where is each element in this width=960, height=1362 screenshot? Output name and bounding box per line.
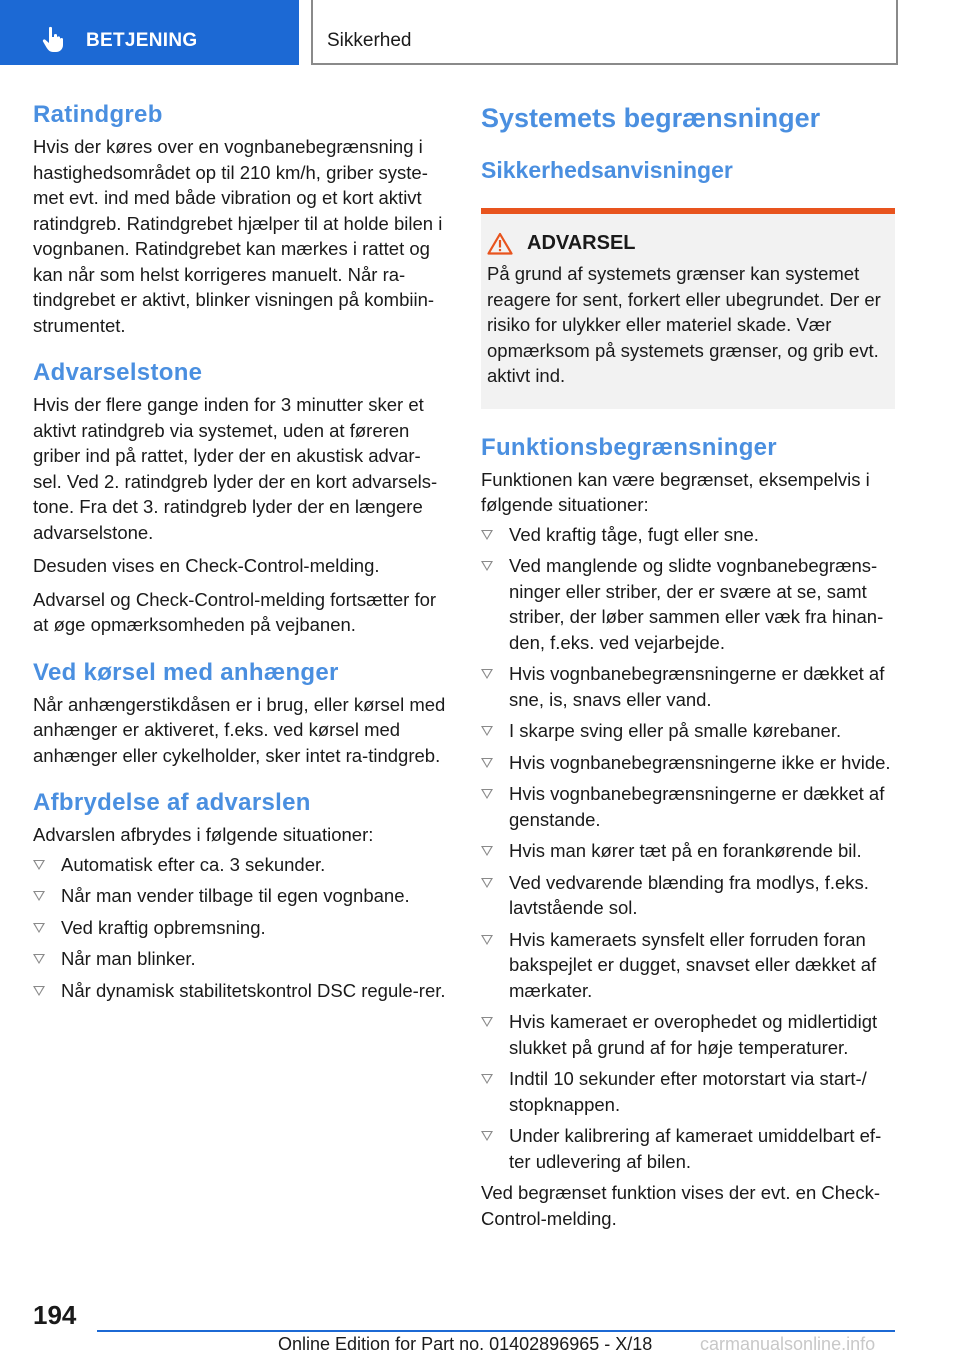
- list-item: Når man blinker.: [33, 946, 448, 972]
- list-item: Ved kraftig opbremsning.: [33, 915, 448, 941]
- bullet-list: [33, 852, 448, 1004]
- triangle-bullet-icon: [33, 954, 45, 964]
- chapter-header: [311, 0, 898, 65]
- page-section-title: Systemets begrænsninger: [481, 103, 821, 133]
- section-tab: [0, 0, 299, 65]
- list-item: Automatisk efter ca. 3 sekunder.: [33, 852, 448, 878]
- hand-pointer-icon: [40, 25, 68, 53]
- section-heading: Advarselstone: [33, 359, 203, 386]
- section-heading: Funktionsbegrænsninger: [481, 433, 777, 461]
- list-item: Hvis man kører tæt på en forankørende bil.: [481, 838, 895, 864]
- triangle-bullet-icon: [481, 846, 493, 856]
- list-item: Ved vedvarende blænding fra modlys, f.eks. lavtstående sol.: [481, 870, 895, 921]
- warning-title: [487, 232, 889, 255]
- warning-triangle-icon: [487, 232, 513, 255]
- list-item: Under kalibrering af kameraet umiddelbart ef-ter udlevering af bilen.: [481, 1123, 895, 1174]
- triangle-bullet-icon: [481, 1131, 493, 1141]
- triangle-bullet-icon: [33, 891, 45, 901]
- right-column: [481, 100, 895, 1231]
- section-heading: Ved kørsel med anhænger: [33, 658, 339, 686]
- section-afbrydelse: [33, 788, 448, 1003]
- list-item: Hvis kameraets synsfelt eller forruden foran bakspejlet er dugget, snavset eller dækket af mærkater.: [481, 927, 895, 1004]
- subsection-title: Sikkerhedsanvisninger: [481, 157, 733, 183]
- edition-text: Online Edition for Part no. 01402896965 - X/18: [278, 1334, 653, 1354]
- section-heading: Ratindgreb: [33, 101, 163, 128]
- paragraph: Funktionen kan være begrænset, eksempelvis i følgende situationer:: [481, 468, 870, 515]
- section-ratindgreb: [33, 100, 448, 338]
- list-item: Hvis kameraet er overophedet og midlertidigt slukket på grund af for høje temperaturer.: [481, 1009, 895, 1060]
- section-funktionsbegraensninger: [481, 433, 895, 1232]
- triangle-bullet-icon: [481, 669, 493, 679]
- paragraph: Hvis der flere gange inden for 3 minutter sker et aktivt ratindgreb via systemet, uden at føreren griber ind på rattet, lyder der en akustisk advar-sel. Ved 2. ratindgreb lyder der en kort advarsels-tone. Fra det 3. ratindgreb lyder der en længere advarselstone.: [33, 394, 438, 543]
- page-number: 194: [33, 1300, 77, 1330]
- warning-label: ADVARSEL: [527, 232, 636, 254]
- warning-box: [481, 208, 895, 409]
- chapter-label: Sikkerhed: [327, 30, 412, 51]
- list-item: Ved manglende og slidte vognbanebegræns-ninger eller striber, der er svære at se, samt striber, der løber sammen eller væk fra hinan-den, f.eks. ved vejarbejde.: [481, 553, 895, 655]
- section-advarselstone: [33, 358, 448, 638]
- triangle-bullet-icon: [33, 860, 45, 870]
- triangle-bullet-icon: [481, 935, 493, 945]
- list-item: Hvis vognbanebegrænsningerne ikke er hvide.: [481, 750, 895, 776]
- triangle-bullet-icon: [481, 726, 493, 736]
- triangle-bullet-icon: [33, 986, 45, 996]
- section-label: BETJENING: [86, 30, 198, 51]
- triangle-bullet-icon: [481, 878, 493, 888]
- section-heading: Afbrydelse af advarslen: [33, 789, 311, 816]
- triangle-bullet-icon: [481, 561, 493, 571]
- triangle-bullet-icon: [33, 923, 45, 933]
- list-item: Når dynamisk stabilitetskontrol DSC regule-rer.: [33, 978, 448, 1004]
- section-anhaenger: [33, 658, 448, 769]
- list-item: Hvis vognbanebegrænsningerne er dækket af sne, is, snavs eller vand.: [481, 661, 895, 712]
- paragraph: Ved begrænset funktion vises der evt. en Check-Control-melding.: [481, 1182, 880, 1229]
- watermark: carmanualsonline.info: [700, 1334, 876, 1354]
- warning-text: På grund af systemets grænser kan systemet reagere for sent, forkert eller ubegrundet. Der er risiko for ulykker eller materiel skade. Vær opmærksom på systemets grænser, og grib evt. aktivt ind.: [487, 263, 881, 386]
- footer-divider: [97, 1330, 895, 1332]
- paragraph: Advarsel og Check-Control-melding fortsætter for at øge opmærksomheden på vejbanen.: [33, 588, 437, 635]
- list-item: Når man vender tilbage til egen vognbane.: [33, 883, 448, 909]
- paragraph: Desuden vises en Check-Control-melding.: [33, 555, 380, 576]
- paragraph: Advarslen afbrydes i følgende situationer:: [33, 824, 374, 845]
- list-item: Indtil 10 sekunder efter motorstart via start-/ stopknappen.: [481, 1066, 895, 1117]
- triangle-bullet-icon: [481, 1074, 493, 1084]
- list-item: I skarpe sving eller på smalle kørebaner.: [481, 718, 895, 744]
- list-item: Ved kraftig tåge, fugt eller sne.: [481, 522, 895, 548]
- triangle-bullet-icon: [481, 789, 493, 799]
- triangle-bullet-icon: [481, 1017, 493, 1027]
- triangle-bullet-icon: [481, 530, 493, 540]
- triangle-bullet-icon: [481, 758, 493, 768]
- left-column: [33, 100, 448, 1009]
- paragraph: Når anhængerstikdåsen er i brug, eller kørsel med anhænger er aktiveret, f.eks. ved kørsel med anhænger eller cykelholder, sker intet ra-tindgreb.: [33, 693, 446, 766]
- paragraph: Hvis der køres over en vognbanebegrænsning i hastighedsområdet op til 210 km/h, griber syste-met evt. ind med både vibration og et kort aktivt ratindgreb. Ratindgrebet hjælper til at holde bilen i vognbanen. Ratindgrebet kan mærkes i rattet og kan når som helst korrigeres manuelt. Når ra-tindgrebet er aktivt, blinker visningen på kombiin-strumentet.: [33, 136, 443, 336]
- bullet-list: [481, 522, 895, 1175]
- list-item: Hvis vognbanebegrænsningerne er dækket af genstande.: [481, 781, 895, 832]
